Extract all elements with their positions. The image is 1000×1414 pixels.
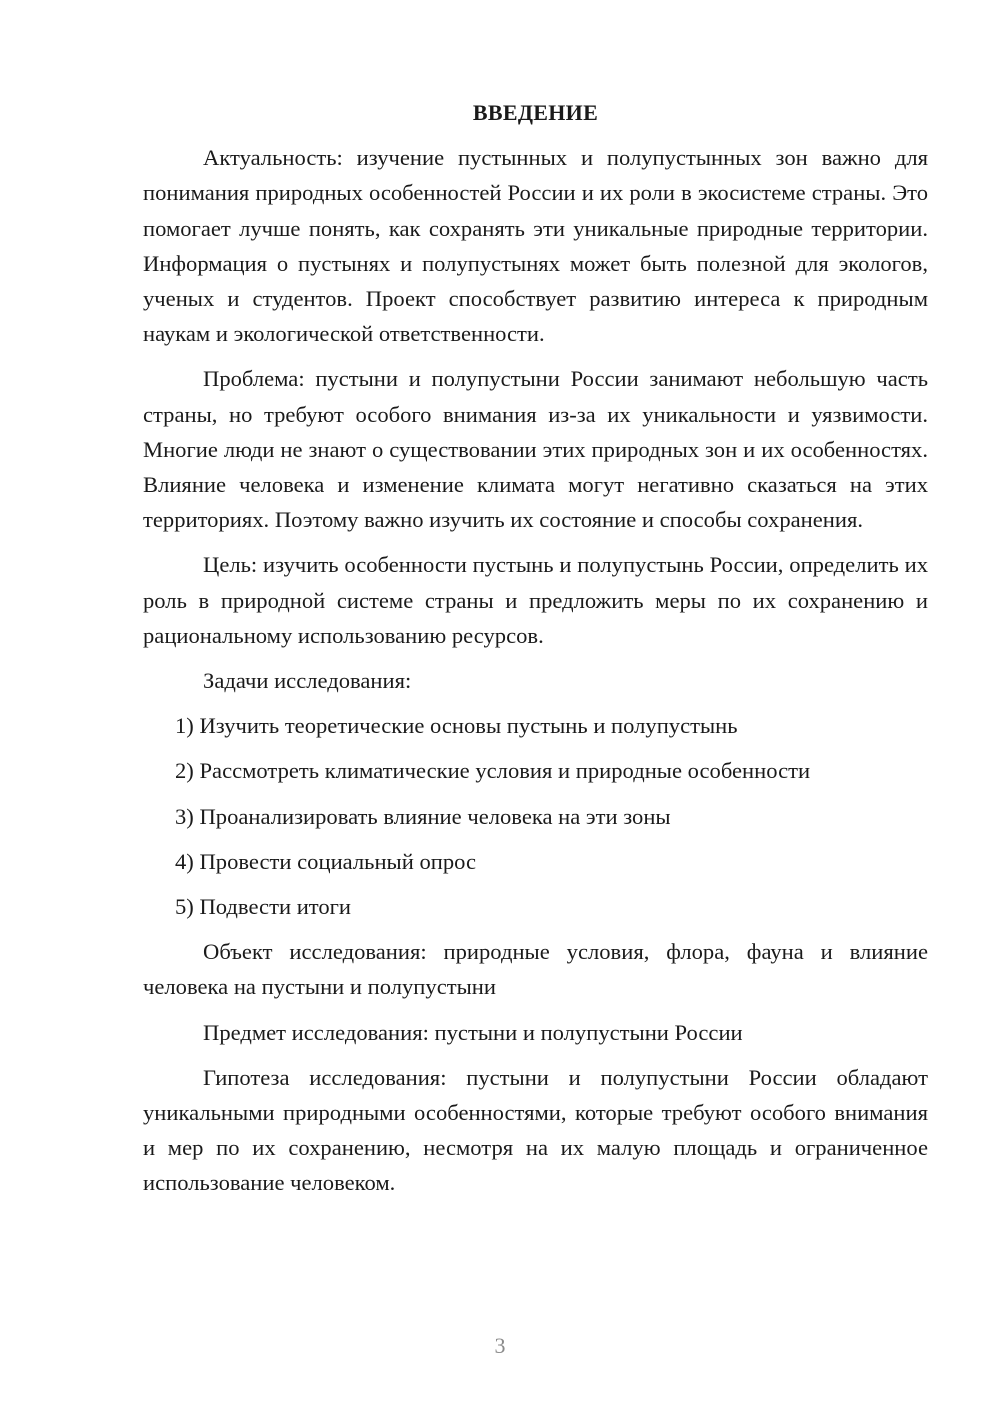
goal-paragraph: Цель: изучить особенности пустынь и полупустынь России, определить их роль в природной системе страны и предложить меры по их сохранению и рациональному использованию ресурсов.: [143, 552, 928, 648]
list-item: 2) Рассмотреть климатические условия и природные особенности: [175, 758, 811, 784]
tasks-list: [143, 708, 928, 924]
list-item: 1) Изучить теоретические основы пустынь и полупустынь: [175, 713, 738, 739]
subject-paragraph: Предмет исследования: пустыни и полупустыни России: [203, 1019, 743, 1045]
relevance-paragraph: Актуальность: изучение пустынных и полупустынных зон важно для понимания природных особенностей России и их роли в экосистеме страны. Это помогает лучше понять, как сохранять эти уникальные природные территории. Информация о пустынях и полупустынях может быть полезной для экологов, ученых и студентов. Проект способствует развитию интереса к природным наукам и экологической ответственности.: [143, 145, 928, 347]
list-item: 5) Подвести итоги: [175, 894, 352, 920]
list-item: 3) Проанализировать влияние человека на эти зоны: [175, 803, 671, 829]
problem-paragraph: Проблема: пустыни и полупустыни России занимают небольшую часть страны, но требуют особого внимания из-за их уникальности и уязвимости. Многие люди не знают о существовании этих природных зон и их особенностях. Влияние человека и изменение климата могут негативно сказаться на этих территориях. Поэтому важно изучить их состояние и способы сохранения.: [143, 366, 928, 533]
tasks-title: Задачи исследования:: [203, 668, 412, 694]
hypothesis-paragraph: Гипотеза исследования: пустыни и полупустыни России обладают уникальными природными особенностями, которые требуют особого внимания и мер по их сохранению, несмотря на их малую площадь и ограниченное использование человеком.: [143, 1064, 928, 1196]
object-paragraph: Объект исследования: природные условия, флора, фауна и влияние человека на пустыни и полупустыни: [143, 939, 928, 1000]
section-heading: ВВЕДЕНИЕ: [472, 100, 599, 125]
page-content: [143, 95, 928, 1211]
list-item: 4) Провести социальный опрос: [175, 848, 477, 874]
page-number: 3: [494, 1333, 506, 1358]
